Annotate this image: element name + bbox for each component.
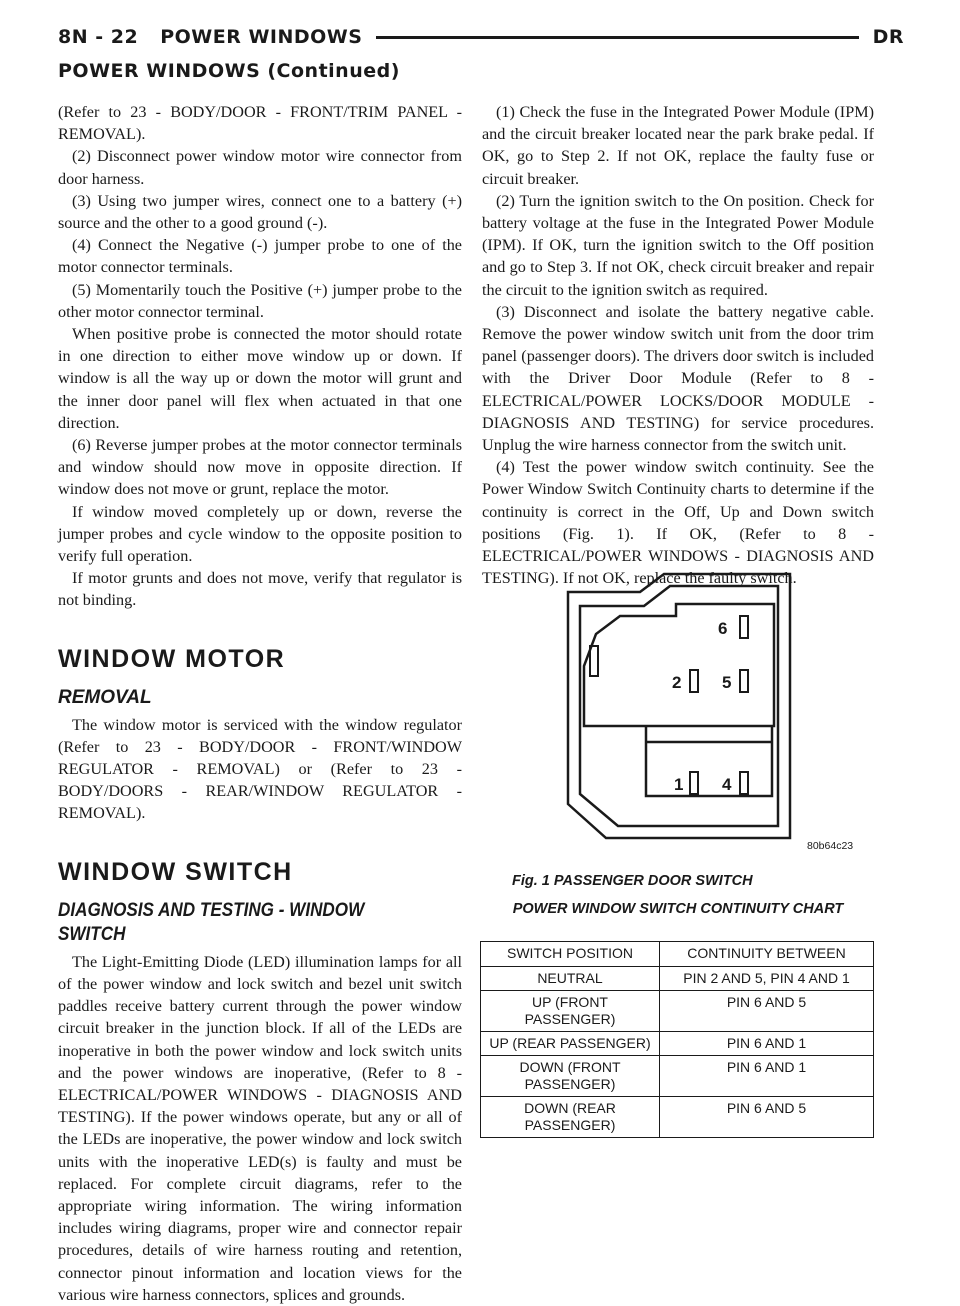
continuity-cell: PIN 6 AND 5	[660, 1097, 874, 1138]
table-header-row	[481, 942, 874, 967]
pin-4-label: 4	[722, 775, 732, 794]
paragraph: (5) Momentarily touch the Positive (+) jumper probe to the other motor connector terminal.	[58, 280, 462, 321]
section-title: POWER WINDOWS	[160, 26, 363, 48]
pin-1-terminal	[690, 772, 698, 794]
continued-title: POWER WINDOWS (Continued)	[58, 60, 400, 82]
switch-position-cell: UP (REAR PASSENGER)	[481, 1032, 660, 1056]
page-header	[58, 22, 904, 52]
column-header: SWITCH POSITION	[481, 942, 660, 967]
step-paragraph: (1) Check the fuse in the Integrated Power Module (IPM) and the circuit breaker located near the park brake pedal. If OK, go to Step 2. If not OK, replace the faulty fuse or circuit breaker.	[482, 103, 874, 188]
pin-5-label: 5	[722, 673, 732, 692]
table-row	[481, 991, 874, 1032]
upper-connector-block	[584, 604, 774, 726]
pin-6-terminal	[740, 616, 748, 638]
diagnosis-subheading: DIAGNOSIS AND TESTING - WINDOW SWITCH	[58, 899, 365, 945]
passenger-door-switch-diagram	[536, 572, 866, 858]
continuity-chart-table	[480, 941, 874, 1138]
window-motor-heading: WINDOW MOTOR	[58, 644, 286, 673]
figure-caption: Fig. 1 PASSENGER DOOR SWITCH	[512, 873, 753, 889]
switch-position-cell: DOWN (FRONT PASSENGER)	[481, 1056, 660, 1097]
paragraph: (3) Using two jumper wires, connect one to a battery (+) source and the other to a good ground (-).	[58, 191, 462, 233]
vehicle-code: DR	[872, 26, 904, 48]
pin-1-label: 1	[674, 775, 684, 794]
header-rule	[376, 36, 858, 39]
table-row	[481, 1056, 874, 1097]
removal-subheading: REMOVAL	[58, 686, 152, 708]
figure-code: 80b64c23	[807, 840, 854, 852]
continuity-cell: PIN 6 AND 5	[660, 991, 874, 1032]
pin-2-terminal	[690, 670, 698, 692]
paragraph: (6) Reverse jumper probes at the motor connector terminals and window should now move in opposite direction. If window does not move or grunt, replace the motor.	[58, 436, 462, 499]
paragraph: If motor grunts and does not move, verify that regulator is not binding.	[58, 569, 462, 610]
window-switch-heading: WINDOW SWITCH	[58, 857, 293, 886]
left-column	[58, 101, 462, 1306]
switch-position-cell: UP (FRONT PASSENGER)	[481, 991, 660, 1032]
continuity-cell: PIN 2 AND 5, PIN 4 AND 1	[660, 967, 874, 991]
pin-5-terminal	[740, 670, 748, 692]
paragraph: If window moved completely up or down, reverse the jumper probes and cycle window to the opposite position to verify full operation.	[58, 502, 462, 566]
page-code: 8N - 22	[58, 26, 139, 48]
column-header: CONTINUITY BETWEEN	[660, 942, 874, 967]
switch-housing-outline	[568, 574, 790, 838]
table-row	[481, 1032, 874, 1056]
paragraph: (Refer to 23 - BODY/DOOR - FRONT/TRIM PANEL - REMOVAL).	[58, 103, 462, 144]
paragraph: When positive probe is connected the motor should rotate in one direction to either move window up or down. If window is all the way up or down the motor will grunt and the inner door panel will flex when actuated in that one direction.	[58, 325, 462, 432]
window-motor-text: The window motor is serviced with the window regulator (Refer to 23 - BODY/DOOR - FRONT/WINDOW REGULATOR - REMOVAL) or (Refer to 23 - BODY/DOORS - REAR/WINDOW REGULATOR - REMOVAL).	[58, 715, 462, 823]
paragraph: (2) Disconnect power window motor wire connector from door harness.	[58, 147, 462, 188]
table-row	[481, 967, 874, 991]
step-paragraph: (2) Turn the ignition switch to the On position. Check for battery voltage at the fuse in the Integrated Power Module (IPM). If OK, turn the ignition switch to the Off position and go to Step 3. If not OK, check circuit breaker and repair the circuit to the ignition switch as required.	[482, 191, 874, 299]
continuity-cell: PIN 6 AND 1	[660, 1032, 874, 1056]
pin-4-terminal	[740, 772, 748, 794]
lower-connector-block	[646, 726, 772, 796]
switch-position-cell: NEUTRAL	[481, 967, 660, 991]
step-paragraph: (3) Disconnect and isolate the battery negative cable. Remove the power window switch unit from the door trim panel (passenger doors). The drivers door switch is included with the Driver Door Module (Refer to 8 - ELECTRICAL/POWER LOCKS/DOOR MODULE - DIAGNOSIS AND TESTING) for service procedures. Unplug the wire harness connector from the switch unit.	[482, 302, 874, 455]
chart-title: POWER WINDOW SWITCH CONTINUITY CHART	[512, 901, 844, 917]
pin-6-label: 6	[718, 619, 728, 638]
table-row	[481, 1097, 874, 1138]
right-column	[482, 101, 874, 589]
switch-position-cell: DOWN (REAR PASSENGER)	[481, 1097, 660, 1138]
paragraph: (4) Connect the Negative (-) jumper probe to one of the motor connector terminals.	[58, 236, 462, 277]
step-paragraph: (4) Test the power window switch continuity. See the Power Window Switch Continuity charts to determine if the continuity is correct in the Off, Up and Down switch positions (Fig. 1). If OK, (Refer to 8 - ELECTRICAL/POWER WINDOWS - DIAGNOSIS AND TESTING). If not OK, replace the faulty switch.	[482, 458, 874, 588]
pin-2-label: 2	[672, 673, 682, 692]
continuity-cell: PIN 6 AND 1	[660, 1056, 874, 1097]
connector-key	[590, 646, 598, 676]
window-switch-text: The Light-Emitting Diode (LED) illumination lamps for all of the power window and lock switch and bezel unit switch paddles receive battery current through the power window circuit breaker in the junction block. If all of the LEDs are inoperative in both the power window and lock switch units and the power windows are inoperative, (Refer to 8 - ELECTRICAL/POWER WINDOWS - DIAGNOSIS AND TESTING). If the power windows operate, but any or all of the LEDs are inoperative, the power window and lock switch units with the inoperative LED(s) is faulty and must be replaced. For complete circuit diagrams, refer to the appropriate wiring information. The wiring information includes wiring diagrams, proper wire and connector repair procedures, details of wire harness routing and retention, connector pinout information and location views for the various wire harness connectors, splices and grounds.	[58, 952, 462, 1304]
